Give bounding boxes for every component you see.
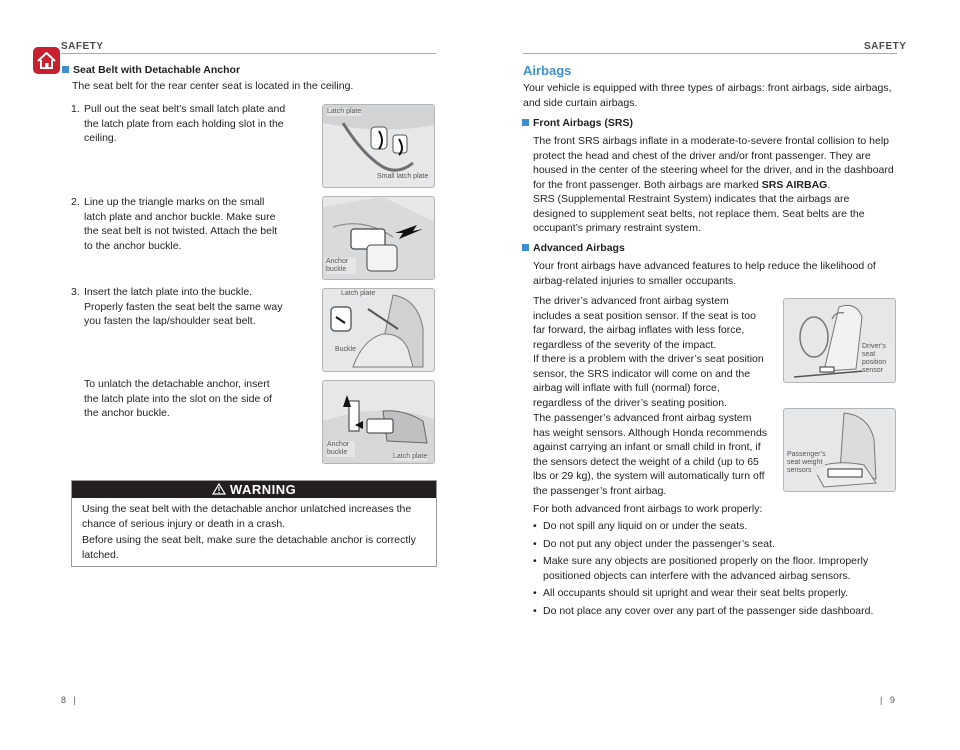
label-driver-seat-sensor: Driver’s seat position sensor <box>862 343 892 375</box>
section-label-left: SAFETY <box>61 41 104 52</box>
label-anchor-buckle-4: Anchor buckle <box>327 441 355 457</box>
home-icon <box>33 47 60 74</box>
advanced-airbags-bullets <box>533 519 897 618</box>
figure-buckle-seat <box>322 288 435 372</box>
advanced-airbags-text-3: If there is a problem with the driver’s seat position sensor, the SRS indicator will come on and the airbag will inflate with full (normal) force, regardless of the driver’s seating position. <box>533 353 764 409</box>
list-item: • Do not spill any liquid on or under the seats. <box>533 519 897 534</box>
warning-header: WARNING <box>72 481 436 498</box>
header-rule-left <box>61 53 436 54</box>
label-buckle: Buckle <box>335 346 357 353</box>
list-item: • Do not place any cover over any part of the passenger side dashboard. <box>533 604 897 619</box>
figure-driver-seat-sensor <box>783 298 896 383</box>
figure-unlatch-anchor <box>322 380 435 464</box>
header-rule-right <box>523 53 897 54</box>
intro-text: The seat belt for the rear center seat is located in the ceiling. <box>72 80 354 92</box>
square-bullet-icon <box>62 66 69 73</box>
airbags-intro: Your vehicle is equipped with three types of airbags: front airbags, side airbags, and side curtain airbags. <box>523 82 892 109</box>
label-latch-plate-3: Latch plate <box>341 290 376 297</box>
front-airbags-text-2: SRS (Supplemental Restraint System) indicates that the airbags are designed to supplement seat belts, not replace them. Seat belts are the occupant’s primary restraint system. <box>533 193 865 234</box>
warning-triangle-icon <box>212 483 226 495</box>
page-number-right: | 9 <box>880 695 895 705</box>
heading-seat-belt-anchor: Seat Belt with Detachable Anchor <box>62 64 240 76</box>
step-3: 3. Insert the latch plate into the buckle. Properly fasten the seat belt the same way you fasten the lap/shoulder seat belt. <box>71 286 283 327</box>
label-anchor-buckle: Anchor buckle <box>326 258 356 274</box>
buckle-seat-illustration <box>323 289 434 371</box>
heading-front-airbags: Front Airbags (SRS) <box>522 117 633 129</box>
list-item: • Do not put any object under the passenger’s seat. <box>533 537 897 552</box>
label-latch-plate-4: Latch plate <box>393 453 428 460</box>
warning-box <box>71 480 437 567</box>
square-bullet-icon <box>522 244 529 251</box>
list-item: • All occupants should sit upright and wear their seat belts properly. <box>533 586 897 601</box>
unlatch-instructions: To unlatch the detachable anchor, insert the latch plate into the slot on the side of the anchor buckle. <box>84 378 272 419</box>
label-small-latch-plate: Small latch plate <box>377 173 429 180</box>
advanced-airbags-text-4: The passenger’s advanced front airbag system has weight sensors. Although Honda recommends against carrying an infant or small child in front, if the sensors detect the weight of a child (up to 65 lbs or 29 kg), the system will automatically turn off the passenger’s front airbag. <box>533 412 768 497</box>
passenger-seat-illustration <box>784 409 895 491</box>
label-passenger-weight-sensors: Passenger’s seat weight sensors <box>787 451 826 474</box>
list-item: • Make sure any objects are positioned properly on the floor. Improperly positioned objects can interfere with the advanced airbag sensors. <box>533 554 897 583</box>
step-1: 1. Pull out the seat belt’s small latch plate and the latch plate from each holding slot in the ceiling. <box>71 103 286 144</box>
heading-advanced-airbags: Advanced Airbags <box>522 242 625 254</box>
figure-anchor-buckle <box>322 196 435 280</box>
advanced-airbags-text-2: The driver’s advanced front airbag system includes a seat position sensor. If the seat is too far forward, the airbag inflates with less force, regardless of the severity of the impact. <box>533 295 756 351</box>
label-latch-plate: Latch plate <box>327 108 362 115</box>
advanced-airbags-text-5: For both advanced front airbags to work properly: <box>533 503 763 515</box>
warning-text-2: Before using the seat belt, make sure the detachable anchor is correctly latched. <box>82 534 416 561</box>
figure-ceiling-latch-plates <box>322 104 435 188</box>
advanced-airbags-text-1: Your front airbags have advanced features to help reduce the likelihood of airbag-related injuries to smaller occupants. <box>533 260 876 287</box>
home-button[interactable] <box>33 47 60 74</box>
step-2: 2. Line up the triangle marks on the small latch plate and anchor buckle. Make sure the seat belt is not twisted. Attach the belt to the anchor buckle. <box>71 196 278 252</box>
section-label-right: SAFETY <box>864 41 907 52</box>
square-bullet-icon <box>522 119 529 126</box>
page-number-left: 8 | <box>61 695 76 705</box>
warning-text-1: Using the seat belt with the detachable anchor unlatched increases the chance of serious injury or death in a crash. <box>82 503 412 530</box>
figure-passenger-weight-sensors <box>783 408 896 492</box>
front-airbags-text-1: The front SRS airbags inflate in a moderate-to-severe frontal collision to help protect the head and chest of the driver and/or front passenger. They are housed in the center of the steering wheel for the driver, and in the dashboard for the front passenger. Both airbags are marked SRS AIRBAG. <box>533 135 894 191</box>
airbags-title: Airbags <box>523 63 572 78</box>
